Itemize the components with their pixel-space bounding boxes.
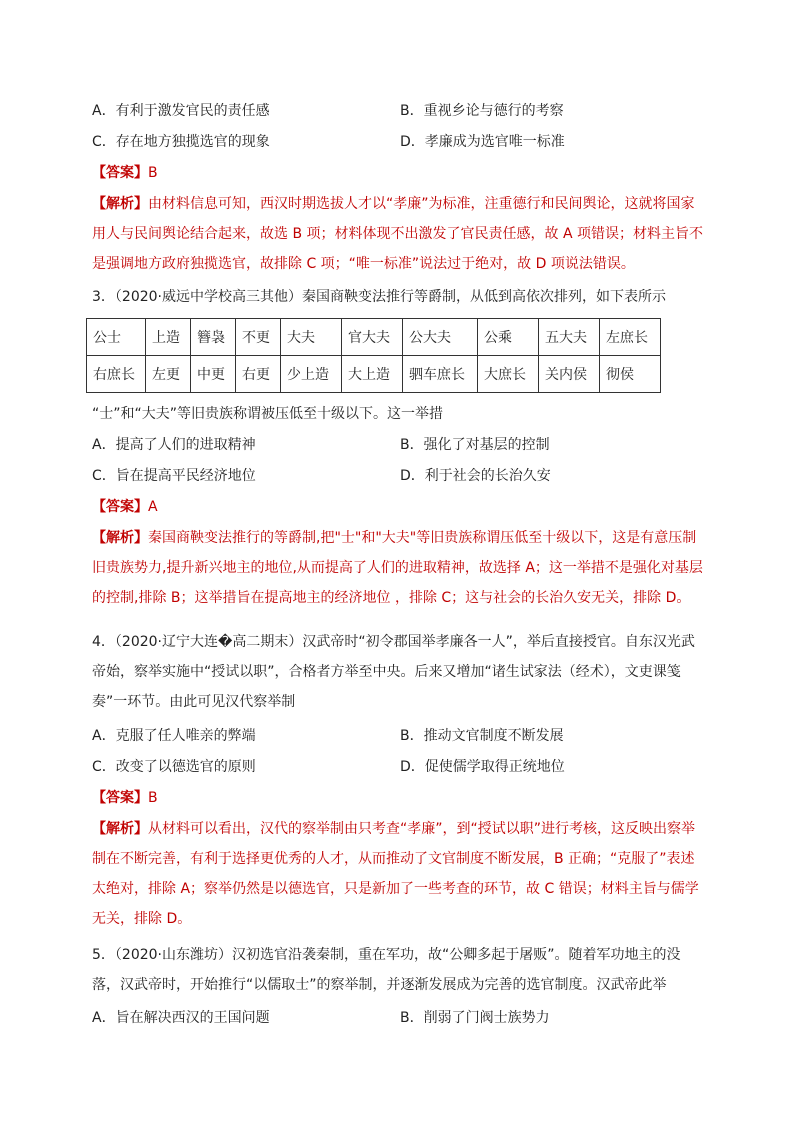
q3-option-a: A．提高了人们的进取精神: [92, 437, 256, 453]
table-cell: 少上造: [281, 356, 342, 393]
q3-option-c: C．旨在提高平民经济地位: [92, 468, 256, 484]
table-cell: 公乘: [478, 319, 539, 356]
table-cell: 关内侯: [539, 356, 600, 393]
table-cell: 公大夫: [403, 319, 478, 356]
q3-explanation: [92, 523, 704, 613]
q4-option-b: B．推动文官制度不断发展: [400, 728, 564, 744]
answer-tag: 【答案】: [92, 165, 148, 181]
q3-option-b: B．强化了对基层的控制: [400, 437, 550, 453]
table-cell: 簪袅: [191, 319, 236, 356]
explanation-text: 由材料信息可知，西汉时期选拔人才以“孝廉”为标准，注重德行和民间舆论，这就将国家用人与民间舆论结合起来，故选 B 项；材料体现不出激发了官民责任感，故 A 项错误；材料主旨不是强调地方政府独揽选官，故排除 C 项；“唯一标准”说法过于绝对，故 D 项说法错误。: [92, 196, 703, 272]
q5-option-a: A．旨在解决西汉的王国问题: [92, 1010, 270, 1026]
answer-value: B: [148, 165, 158, 181]
table-cell: 右庶长: [87, 356, 146, 393]
table-cell: 右更: [236, 356, 281, 393]
table-cell: 官大夫: [342, 319, 403, 356]
q2-option-d: D．孝廉成为选官唯一标准: [400, 134, 565, 150]
explanation-text: 从材料可以看出，汉代的察举制由只考查“孝廉”，到“授试以职”进行考核，这反映出察举制在不断完善，有利于选择更优秀的人才，从而推动了文官制度不断发展，B 正确；“克服了”表述太绝对，排除 A；察举仍然是以德选官，只是新加了一些考查的环节，故 C 错误；材料主旨与儒学无关，排除 D。: [92, 821, 699, 927]
q4-explanation: [92, 814, 704, 934]
table-cell: 不更: [236, 319, 281, 356]
q2-option-a: A．有利于激发官民的责任感: [92, 103, 270, 119]
table-cell: 大夫: [281, 319, 342, 356]
explanation-tag: 【解析】: [92, 530, 148, 546]
q2-option-c: C．存在地方独揽选官的现象: [92, 134, 270, 150]
table-cell: 公士: [87, 319, 146, 356]
q2-option-b: B．重视乡论与德行的考察: [400, 103, 564, 119]
table-cell: 大庶长: [478, 356, 539, 393]
table-cell: 中更: [191, 356, 236, 393]
answer-tag: 【答案】: [92, 499, 148, 515]
q2-explanation: [92, 189, 704, 279]
explanation-tag: 【解析】: [92, 821, 148, 837]
q3-option-d: D．利于社会的长治久安: [400, 468, 551, 484]
q2-answer: [92, 162, 158, 184]
table-cell: 彻侯: [600, 356, 661, 393]
rank-table: [86, 318, 661, 393]
answer-value: A: [148, 499, 158, 515]
q5-option-b: B．削弱了门阀士族势力: [400, 1010, 550, 1026]
explanation-text: 秦国商鞅变法推行的等爵制,把"士"和"大夫"等旧贵族称谓压低至十级以下，这是有意压制旧贵族势力,提升新兴地主的地位,从而提高了人们的进取精神，故选择 A；这一举措不是强化对基层的控制,排除 B；这举措旨在提高地主的经济地位 ，排除 C；这与社会的长治久安无关，排除 D。: [92, 530, 703, 606]
q3-stem: 3．（2020·威远中学校高三其他）秦国商鞅变法推行等爵制，从低到高依次排列，如下表所示: [92, 289, 666, 305]
table-cell: 大上造: [342, 356, 403, 393]
answer-tag: 【答案】: [92, 790, 148, 806]
q4-option-d: D．促使儒学取得正统地位: [400, 759, 565, 775]
q3-after-table: “士”和“大夫”等旧贵族称谓被压低至十级以下。这一举措: [92, 406, 444, 422]
q5-stem: 5．（2020·山东潍坊）汉初选官沿袭秦制，重在军功，故“公卿多起于屠贩”。随着军功地主的没落，汉武帝时，开始推行“以儒取士”的察举制，并逐渐发展成为完善的选官制度。汉武帝此举: [92, 947, 681, 993]
table-cell: 左更: [146, 356, 191, 393]
q4-option-c: C．改变了以德选官的原则: [92, 759, 256, 775]
q4-answer: [92, 787, 158, 809]
q3-answer: [92, 496, 158, 518]
table-cell: 上造: [146, 319, 191, 356]
table-cell: 驷车庶长: [403, 356, 478, 393]
q4-option-a: A．克服了任人唯亲的弊端: [92, 728, 256, 744]
table-row: [87, 319, 661, 356]
q4-stem: 4．（2020·辽宁大连�高二期末）汉武帝时“初令郡国举孝廉各一人”，举后直接授官。自东汉光武帝始，察举实施中“授试以职”，合格者方举至中央。后来又增加“诸生试家法（经术），文吏课笺奏”一环节。由此可见汉代察举制: [92, 634, 695, 710]
table-cell: 左庶长: [600, 319, 661, 356]
table-row: [87, 356, 661, 393]
table-cell: 五大夫: [539, 319, 600, 356]
explanation-tag: 【解析】: [92, 196, 148, 212]
answer-value: B: [148, 790, 158, 806]
